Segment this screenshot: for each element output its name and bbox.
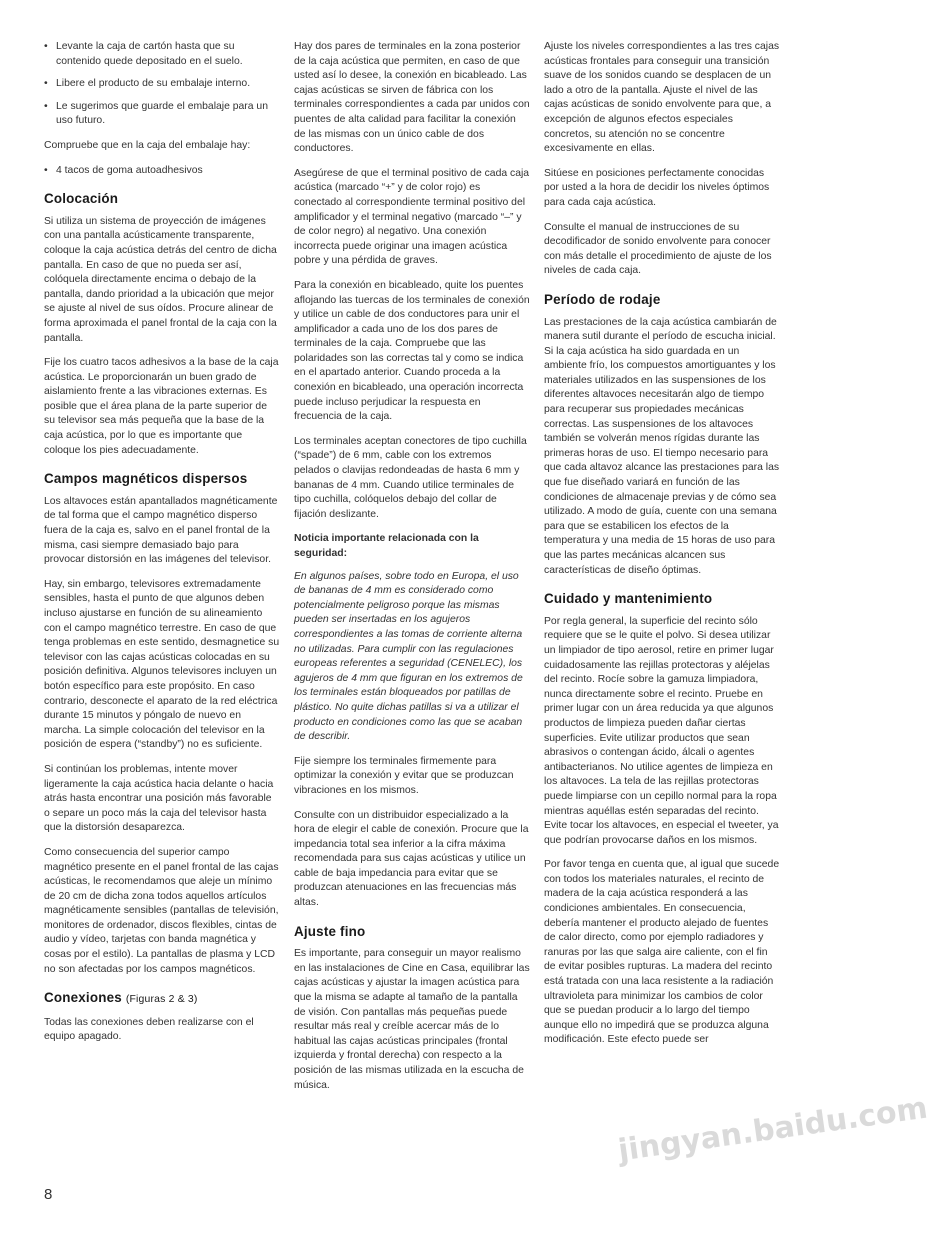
heading-cuidado-mantenimiento: Cuidado y mantenimiento <box>544 591 713 607</box>
paragraph: Es importante, para conseguir un mayor realismo en las instalaciones de Cine en Casa, equilibrar las cajas acústicas y ajustar la imagen acústica para que la misma se adapte al tamaño de la pantalla de visión. Con pantallas más pequeñas puede resultar más real y creíble acercar más de lo habitual las cajas acústicas principales (frontal izquierda y frontal derecha) con respecto a la posición de las mismas utilizada en la escucha de música. <box>294 948 530 1091</box>
column-3 <box>544 40 780 1058</box>
paragraph: Ajuste los niveles correspondientes a las tres cajas acústicas frontales para conseguir una transición suave de los sonidos cuando se desplacen de un lado a otro de la pantalla. Ajuste el nivel de las cajas acústicas de sonido envolvente para que, a excepción de algunos efectos especiales concretos, su atención no se concentre excesivamente en ellas. <box>544 41 780 155</box>
column-1 <box>44 40 280 1055</box>
list-item: • Levante la caja de cartón hasta que su contenido quede depositado en el suelo. <box>44 40 280 69</box>
heading-periodo-rodaje: Período de rodaje <box>544 291 661 307</box>
paragraph: Hay, sin embargo, televisores extremadamente sensibles, hasta el punto de que algunos deben incluso ajustarse en función de su alineamiento con el campo magnético terrestre. En caso de que tenga problemas en este sentido, desmagnetice su televisor con las cajas acústicas colocadas en su posición definitiva. Algunos televisores incluyen un botón específico para este propósito. En caso contrario, desconecte el aparato de la red eléctrica durante 15 minutos y póngalo de nuevo en marcha. La simple colocación del televisor en la posición de espera (“standby”) no es suficiente. <box>44 578 280 751</box>
paragraph: Por regla general, la superficie del recinto sólo requiere que se le quite el polvo. Si desea utilizar un limpiador de tipo aerosol, retire en primer lugar cuidadosamente las rejillas protectoras y aléjelas del recinto. Rocíe sobre la gamuza limpiadora, nunca directamente sobre el recinto. Pruebe en primer lugar con un área reducida ya que algunos productos de limpieza pueden dañar ciertas superficies. Evite utilizar productos que sean abrasivos o contengan ácido, álcali o agentes antibacterianos. No utilice agentes de limpieza en los altavoces. La tela de las rejillas protectoras puede limpiarse con un cepillo normal para la ropa mientras aquéllas estén separadas del recinto. Evite tocar los altavoces, en especial el tweeter, ya que podrían provocarse daños en los mismos. <box>544 615 779 846</box>
paragraph: Compruebe que en la caja del embalaje hay: <box>44 139 251 151</box>
watermark: jingyan.baidu.com <box>616 1090 930 1169</box>
paragraph: Como consecuencia del superior campo magnético presente en el panel frontal de las cajas acústicas, le recomendamos que aleje un mínimo de 20 cm de dicha zona todos aquellos artículos magnéticamente sensibles (pantallas de televisión, monitores de ordenador, discos flexibles, cintas de audio y vídeo, tarjetas con banda magnética y cosas por el estilo). La pantallas de plasma y LCD no son afectadas por los campos magnéticos. <box>44 846 279 975</box>
safety-notice-text: En algunos países, sobre todo en Europa, el uso de bananas de 4 mm es considerado como potencialmente peligroso porque las mismas pueden ser insertadas en los agujeros correspondientes a las tomas de corriente alterna no utilizadas. Para cumplir con las regulaciones europeas referentes a seguridad (CENELEC), los agujeros de 4 mm que figuran en los extremos de los terminales están bloqueados por patillas de plástico. No quite dichas patillas si va a utilizar el producto en condiciones como las que se acaban de describir. <box>294 570 523 743</box>
paragraph: Fije siempre los terminales firmemente para optimizar la conexión y evitar que se produzcan vibraciones en los mismos. <box>294 755 514 796</box>
paragraph: Hay dos pares de terminales en la zona posterior de la caja acústica que permiten, en caso de que usted así lo desee, la conexión en bicableado. Las cajas acústicas se sirven de fábrica con los terminales correspondientes a cada par unidos con puentes de alta calidad para facilitar la conexión de las mismas con un único cable de dos conductores. <box>294 41 530 155</box>
paragraph: Las prestaciones de la caja acústica cambiarán de manera sutil durante el período de escucha inicial. Si la caja acústica ha sido guardada en un ambiente frío, los compuestos amortiguantes y los materiales utilizados en las suspensiones de los diferentes altavoces necesitarán algo de tiempo para recuperar sus propiedades mecánicas correctas. Las suspensiones de los altavoces también se volverán menos rígidas durante las primeras horas de uso. El tiempo necesario para que cada altavoz alcance las prestaciones para las que fue diseñado variará en función de las condiciones de almacenaje previas y de cómo sea utilizado. A modo de guía, cuente con una semana para que se estabilicen los efectos de la temperatura y una media de 15 horas de uso para que las partes mecánicas alcancen sus características de diseño óptimas. <box>544 316 780 576</box>
unpacking-list <box>44 40 280 129</box>
paragraph: Para la conexión en bicableado, quite los puentes aflojando las tuercas de los terminales de conexión y utilice un cable de dos conductores para unir el amplificador a cada uno de los dos pares de terminales de la caja. Compruebe que las polaridades son las correctas tal y como se indica en el apartado anterior. Cuando proceda a la conexión en bicableado, una operación incorrecta puede incluso perjudicar la respuesta en frecuencia de la caja. <box>294 279 530 423</box>
column-2 <box>294 40 530 1103</box>
paragraph: Todas las conexiones deben realizarse con el equipo apagado. <box>44 1016 254 1043</box>
contents-list <box>44 164 280 179</box>
heading-conexiones <box>44 991 280 1008</box>
page-number: 8 <box>44 1186 53 1203</box>
safety-notice-heading: Noticia importante relacionada con la seguridad: <box>294 533 479 559</box>
paragraph: Si utiliza un sistema de proyección de imágenes con una pantalla acústicamente transparente, coloque la caja acústica detrás del centro de dicha pantalla. En caso de que no pueda ser así, colóquela directamente encima o debajo de la pantalla, dando prioridad a la ubicación que mejor se ajuste al nivel de sus oídos. Procure alinear de forma aproximada el panel frontal de la caja con la pantalla. <box>44 215 277 344</box>
paragraph: Fije los cuatro tacos adhesivos a la base de la caja acústica. Le proporcionarán un buen grado de aislamiento frente a las vibraciones externas. Es posible que el área plana de la parte superior de su televisor sea más pequeña que la base de la caja acústica, por lo que es importante que coloque los pies adecuadamente. <box>44 357 279 456</box>
paragraph: Por favor tenga en cuenta que, al igual que sucede con todos los materiales naturales, el recinto de madera de la caja acústica responderá a las condiciones ambientales. En consecuencia, debería mantener el producto alejado de fuentes de calor directo, como por ejemplo radiadores y ranuras por las que salga aire caliente, con el fin de evitar posibles rupturas. La madera del recinto está tratada con una laca resistente a la radiación ultravioleta para minimizar los cambios de color que se puedan producir a lo largo del tiempo aunque ello no impedirá que se produzca alguna modificación. Este efecto puede ser <box>544 859 780 1046</box>
paragraph: Si continúan los problemas, intente mover ligeramente la caja acústica hacia delante o hacia atrás hasta encontrar una posición más favorable o separe un poco más la caja del televisor hasta que la distorsión desaparezca. <box>44 763 274 834</box>
heading-conexiones-title: Conexiones <box>44 990 122 1006</box>
heading-conexiones-figures: (Figuras 2 & 3) <box>125 994 198 1006</box>
heading-campos-magneticos: Campos magnéticos dispersos <box>44 471 248 487</box>
heading-ajuste-fino: Ajuste fino <box>294 923 366 939</box>
paragraph: Los altavoces están apantallados magnéticamente de tal forma que el campo magnético disperso fuera de la caja es, salvo en el panel frontal de la misma, casi siempre demasiado bajo para provocar distorsión en las imágenes del televisor. <box>44 495 278 566</box>
paragraph: Asegúrese de que el terminal positivo de cada caja acústica (marcado “+” y de color rojo) es conectado al correspondiente terminal positivo del amplificador y el terminal negativo (marcado “–” y de color negro) al negativo. Una conexión incorrecta puede originar una imagen acústica pobre y una pérdida de graves. <box>294 167 530 267</box>
paragraph: Consulte con un distribuidor especializado a la hora de elegir el cable de conexión. Procure que la impedancia total sea inferior a la cifra máxima recomendada para sus cajas acústicas y utilice un cable de baja impedancia para evitar que se produzcan atenuaciones en las frecuencias más altas. <box>294 809 529 909</box>
paragraph: Consulte el manual de instrucciones de su decodificador de sonido envolvente para conocer con más detalle el procedimiento de ajuste de los niveles de cada caja. <box>544 221 772 277</box>
list-item: • 4 tacos de goma autoadhesivos <box>44 164 280 179</box>
heading-colocacion: Colocación <box>44 191 119 207</box>
paragraph: Sitúese en posiciones perfectamente conocidas por usted a la hora de decidir los niveles óptimos para cada caja acústica. <box>544 167 770 208</box>
list-item: • Libere el producto de su embalaje interno. <box>44 77 280 92</box>
paragraph: Los terminales aceptan conectores de tipo cuchilla (“spade”) de 6 mm, cable con los extremos pelados o clavijas redondeadas de hasta 6 mm y bananas de 4 mm. Cuando utilice terminales de tipo cuchilla, colóquelos debajo del collar de fijación deslizante. <box>294 435 527 520</box>
list-item: • Le sugerimos que guarde el embalaje para un uso futuro. <box>44 100 280 129</box>
